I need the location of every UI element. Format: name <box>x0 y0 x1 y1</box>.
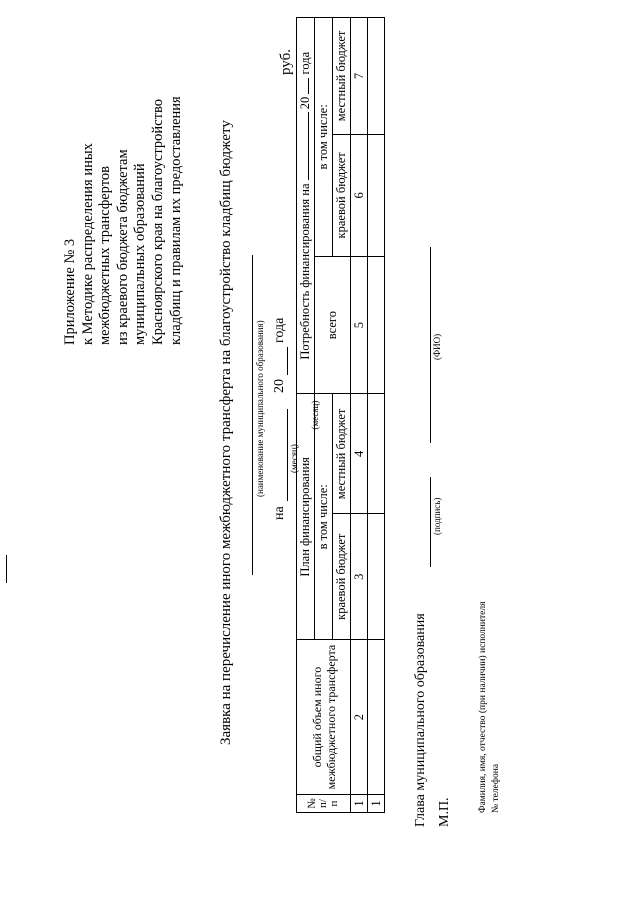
period-na: на <box>272 506 287 520</box>
row-cell <box>368 514 385 640</box>
period-month-caption: (месяц) <box>289 444 299 473</box>
signature-head-label: Глава муниципального образования <box>413 613 428 827</box>
period-num: 20 <box>272 379 287 393</box>
financing-table <box>296 17 385 813</box>
appendix-line: Красноярского края на благоустройство <box>149 99 166 345</box>
need-total: всего <box>315 256 351 394</box>
period-year-line <box>287 347 288 375</box>
appendix-line: Приложение № 3 <box>62 238 78 345</box>
row-cell <box>368 394 385 514</box>
header-need-label: Потребность финансирования на <box>298 183 312 360</box>
plan-in-that: в том числе: <box>315 394 333 640</box>
muni-name-line <box>252 255 253 575</box>
need-in-that: в том числе: <box>315 18 333 257</box>
signature-line <box>430 477 431 567</box>
row-cell <box>368 18 385 135</box>
header-total: общий объем иного межбюджетного трансферта <box>297 640 351 795</box>
row-cell: 1 <box>368 795 385 813</box>
period-month-line <box>287 409 288 501</box>
appendix-line: из краевого бюджета бюджетам <box>114 149 131 345</box>
col-num: 6 <box>351 134 368 256</box>
col-num: 5 <box>351 256 368 394</box>
appendix-line: к Методике распределения иных <box>79 143 96 345</box>
footer-executor: Фамилия, имя, отчество (при наличии) исполнителя <box>478 601 488 813</box>
appendix-line: межбюджетных трансфертов <box>97 166 114 345</box>
row-cell <box>368 256 385 394</box>
col-num: 2 <box>351 640 368 795</box>
document-title: Заявка на перечисление иного межбюджетного трансферта на благоустройство кладбищ бюджету <box>218 120 234 745</box>
col-num: 7 <box>351 18 368 135</box>
row-cell <box>368 134 385 256</box>
appendix-line: муниципальных образований <box>132 163 149 345</box>
currency-unit: руб. <box>278 49 294 75</box>
appendix-block <box>62 15 185 345</box>
need-mestny: местный бюджет <box>333 18 351 135</box>
plan-mestny: местный бюджет <box>333 394 351 514</box>
plan-kraevoy: краевой бюджет <box>333 514 351 640</box>
column-number-row <box>351 18 368 813</box>
stamp-mark: М.П. <box>437 797 452 827</box>
header-plan: План финансирования <box>297 394 315 640</box>
header-need-month-caption: (месяц) <box>309 400 320 430</box>
footer-phone: № телефона <box>491 763 501 813</box>
col-num: 4 <box>351 394 368 514</box>
row-cell <box>368 640 385 795</box>
header-no: № п/п <box>297 795 351 813</box>
header-need-num: 20 <box>298 96 312 110</box>
signature-caption: (подпись) <box>432 497 442 535</box>
col-num: 3 <box>351 514 368 640</box>
top-mark <box>6 555 7 583</box>
need-kraevoy: краевой бюджет <box>333 134 351 256</box>
header-need <box>297 18 320 430</box>
col-num: 1 <box>351 795 368 813</box>
fio-caption: (ФИО) <box>432 333 442 360</box>
table-row <box>368 18 385 813</box>
header-need-year: года <box>298 51 312 75</box>
muni-name-caption: (наименование муниципального образования) <box>255 320 265 497</box>
period-year-label: года <box>272 317 287 343</box>
fio-line <box>430 247 431 443</box>
appendix-line: кладбищ и правилам их предоставления <box>167 96 184 345</box>
